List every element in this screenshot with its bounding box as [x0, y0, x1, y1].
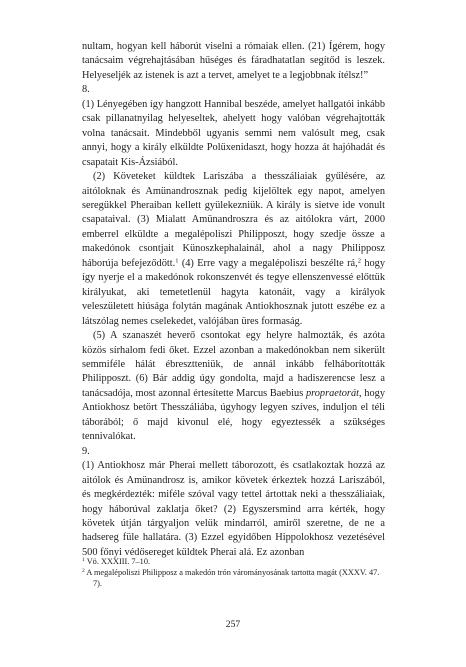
paragraph-8-5 — [82, 329, 385, 445]
paragraph-9-1: (1) Antiokhosz már Pherai mellett táborozott, és csatlakoztak hozzá az aitólok és Amünandrosz is, amikor követek érkeztek hozzá Lariszából, és megkérdezték: miféle szóval vagy tettel ártottak neki a thesszáliaiak, hogy háborúval zaklatja őket? (2) Egyszersmind arra kérték, hogy követek útján tárgyaljon velük mindarról, amiről szeretne, de ne a hadsereg füle hallatára. (3) Ezzel egyidőben Hippolokhosz vezetésével 500 főnyi védősereget küldtek Pherai alá. Ez azonban — [82, 460, 385, 558]
footnote-mark: 2 — [82, 568, 85, 575]
paragraph-8-2 — [82, 170, 385, 329]
section-number-8: 8. — [82, 84, 90, 96]
footnote-reference: 1 — [175, 257, 179, 265]
paragraph-text: (5) A szanaszét heverő csontokat egy helyre halmozták, és azóta közös sírhalom fedi őket. Ezzel azonban a makedónokban nem sikerült semmiféle hálát ébresztteniük, de annál inkább felháborították Philipposzt. (6) Bár addig úgy gondolta, majd a hadiszerencse lesz a tanácsadója, most azonnal értesítette Marcus Baebius — [82, 330, 385, 399]
paragraph-text: (4) Erre vagy a megalépoliszi beszélte rá, — [178, 257, 358, 269]
footnote-mark: 1 — [82, 557, 85, 563]
footnote-1 — [82, 556, 385, 567]
footnote-reference: 2 — [357, 257, 361, 265]
paragraph-text: , hogy Antiokhosz betört Thesszáliába, úgyhogy legyen szíves, induljon el téli táborából; ő majd kivonul elé, hogy egyeztessék a szükséges tennivalókat. — [82, 387, 385, 443]
italic-term: propraetorát — [305, 387, 359, 399]
footnote-2 — [82, 567, 385, 589]
footnote-text: Vö. XXXIII. 7–10. — [86, 557, 151, 566]
paragraph-text: hogy így nyerje el a makedónok rokonszenvét és tegye ellenszenvessé előttük királyukat, aki temetetlenül hagyta katonáit, vagy a királyok veleszületett hiúsága folytán magának Antiokhosznak jutott eszébe ez a látszólag nemes cselekedet, valójában üres formaság. — [82, 257, 386, 327]
footnotes — [82, 556, 385, 590]
page-number: 257 — [225, 619, 241, 630]
section-number-9: 9. — [82, 445, 90, 457]
paragraph-8-1: (1) Lényegében így hangzott Hannibal beszéde, amelyet hallgatói inkább csak pillanatnyilag helyeseltek, ahelyett hogy valóban végrehajtották volna tanácsait. Mindebből ugyanis semmi nem valósult meg, csak annyi, hogy a király elküldte Polüxenidaszt, hogy hozza át hajóhadát és csapatait Kis-Ázsiából. — [82, 98, 385, 168]
paragraph-text: (2) Követeket küldtek Lariszába a thesszáliaiak gyűlésére, az aitóloknak és Amünandrosznak pedig kijelöltek egy napot, amelyen seregükkel Pheraiban kellett gyülekezniük. A király is sietve ide vonult csapataival. (3) Mialatt Amünandroszra és az aitólokra várt, 2000 emberrel elküldte a megalépoliszi Philipposzt, hogy szedje össze a makedónok csontjait Künoszkephalainál, ahol a nagy Philipposz háborúja befejeződött. — [82, 171, 385, 269]
continuation-paragraph: nultam, hogyan kell háborút viselni a rómaiak ellen. (21) Ígérem, hogy tanácsaim végrehajtásában hűséges és fáradhatatlan segítőd is leszek. Helyeseljék az istenek is azt a tervet, amelyet te a legjobbnak ítélsz!” — [82, 41, 385, 81]
main-text — [82, 40, 385, 560]
footnote-text: A megalépoliszi Philipposz a makedón trón várományosának tartotta magát (XXXV. 47. 7). — [86, 568, 380, 589]
